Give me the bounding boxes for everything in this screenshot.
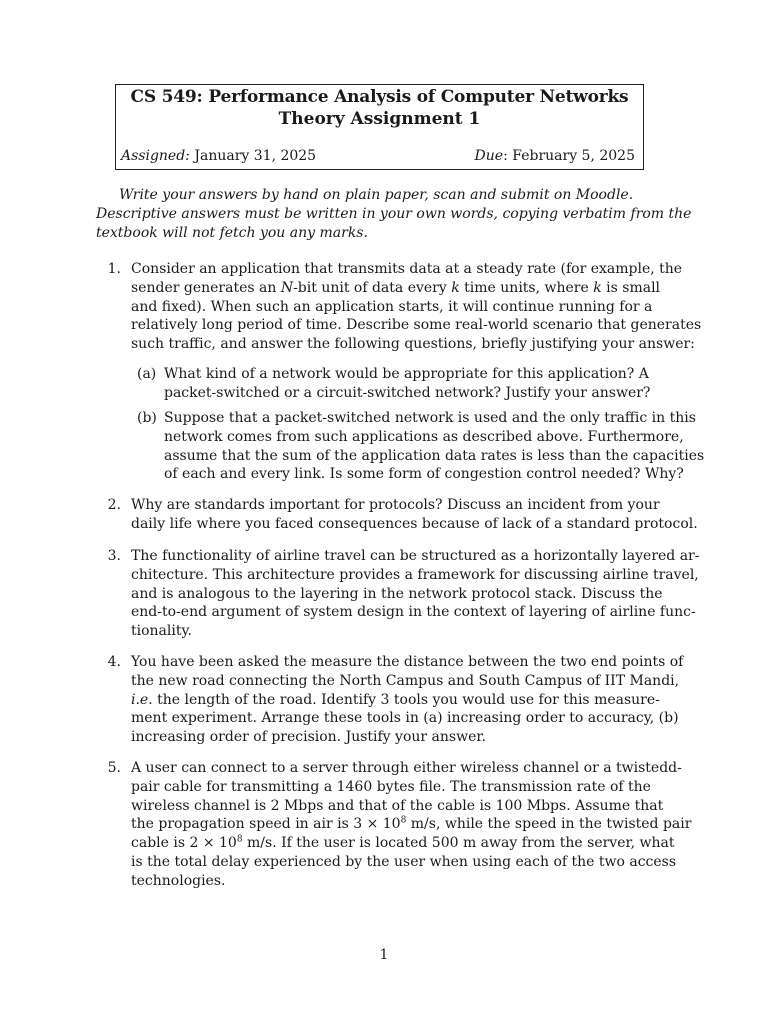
assignment-header-box <box>115 84 644 170</box>
question-line: relatively long period of time. Describe some real-world scenario that generates <box>131 317 702 334</box>
question-line-text: m/s. If the user is located 500 m away from the server, what <box>242 835 675 852</box>
due-label: Due <box>474 148 504 164</box>
instructions-paragraph <box>96 186 692 243</box>
question-line: chitecture. This architecture provides a framework for discussing airline travel, <box>131 566 699 583</box>
question-2 <box>107 496 698 534</box>
question-line-text: the length of the road. Identify 3 tools you would use for this measure- <box>157 691 660 708</box>
assigned-label: Assigned: <box>121 148 190 164</box>
question-line: ment experiment. Arrange these tools in (a) increasing order to accuracy, (b) <box>131 710 679 727</box>
due-date-line: Due: February 5, 2025 <box>474 148 635 164</box>
question-line: such traffic, and answer the following questions, briefly justifying your answer: <box>131 336 695 353</box>
part-line: packet-switched or a circuit-switched network? Justify your answer? <box>164 384 651 401</box>
question-number: 2. <box>107 497 121 513</box>
question-1-part-a <box>137 365 651 403</box>
question-line-text: m/s, while the speed in the twisted pair <box>406 816 692 833</box>
part-line: assume that the sum of the application data rates is less than the capacities <box>164 447 705 464</box>
question-line: increasing order of precision. Justify your answer. <box>131 729 486 746</box>
exponent: 8 <box>400 815 407 826</box>
question-line: wireless channel is 2 Mbps and that of the cable is 100 Mbps. Assume that <box>131 797 664 814</box>
question-line: A user can connect to a server through either wireless channel or a twistedd- <box>131 760 682 776</box>
ie-abbrev: i.e. <box>131 691 153 708</box>
question-3 <box>107 547 700 641</box>
part-line: network comes from such applications as described above. Furthermore, <box>164 428 684 445</box>
question-line: is the total delay experienced by the user when using each of the two access <box>131 853 677 870</box>
question-line: The functionality of airline travel can be structured as a horizontally layered ar- <box>131 548 700 564</box>
assignment-title: Theory Assignment 1 <box>278 109 481 129</box>
question-1 <box>107 260 702 354</box>
question-1-part-b <box>137 409 705 484</box>
question-line: and fixed). When such an application starts, it will continue running for a <box>131 298 653 315</box>
question-number: 1. <box>107 261 121 277</box>
question-5 <box>107 759 692 891</box>
question-line: the new road connecting the North Campus and South Campus of IIT Mandi, <box>131 672 680 689</box>
intro-line: Descriptive answers must be written in your own words, copying verbatim from the <box>96 206 692 222</box>
part-label: (b) <box>137 410 157 426</box>
question-line: Why are standards important for protocols? Discuss an incident from your <box>131 497 660 513</box>
question-line: You have been asked the measure the distance between the two end points of <box>131 654 684 670</box>
question-number: 4. <box>107 654 121 670</box>
question-line: Consider an application that transmits data at a steady rate (for example, the <box>131 261 683 277</box>
question-number: 3. <box>107 548 121 564</box>
exponent: 8 <box>236 834 243 845</box>
course-title: CS 549: Performance Analysis of Computer Networks <box>130 87 629 107</box>
question-line: and is analogous to the layering in the network protocol stack. Discuss the <box>131 585 663 602</box>
page-number: 1 <box>379 947 389 963</box>
due-date: February 5, 2025 <box>512 148 635 164</box>
question-line <box>131 815 691 834</box>
question-line: end-to-end argument of system design in the context of layering of airline func- <box>131 604 696 621</box>
part-label: (a) <box>137 366 157 382</box>
question-line-text: the propagation speed in air is 3 × 10 <box>131 816 401 833</box>
question-line: pair cable for transmitting a 1460 bytes file. The transmission rate of the <box>131 778 651 795</box>
question-line: technologies. <box>131 872 226 889</box>
assigned-date: January 31, 2025 <box>194 148 317 164</box>
part-line: What kind of a network would be appropriate for this application? A <box>164 366 649 382</box>
question-number: 5. <box>107 760 121 776</box>
intro-line: textbook will not fetch you any marks. <box>96 225 368 241</box>
assigned-date-line <box>121 148 316 164</box>
question-line: daily life where you faced consequences because of lack of a standard protocol. <box>131 515 698 532</box>
part-line: Suppose that a packet-switched network is used and the only traffic in this <box>164 410 696 426</box>
intro-line: Write your answers by hand on plain paper, scan and submit on Moodle. <box>119 187 634 203</box>
question-line-text: cable is 2 × 10 <box>131 835 237 852</box>
question-line: tionality. <box>131 623 192 640</box>
question-line: sender generates an N-bit unit of data every k time units, where k is small <box>131 279 661 296</box>
question-line <box>131 834 691 853</box>
part-line: of each and every link. Is some form of congestion control needed? Why? <box>164 466 684 483</box>
question-line <box>131 691 683 710</box>
question-4 <box>107 653 684 747</box>
